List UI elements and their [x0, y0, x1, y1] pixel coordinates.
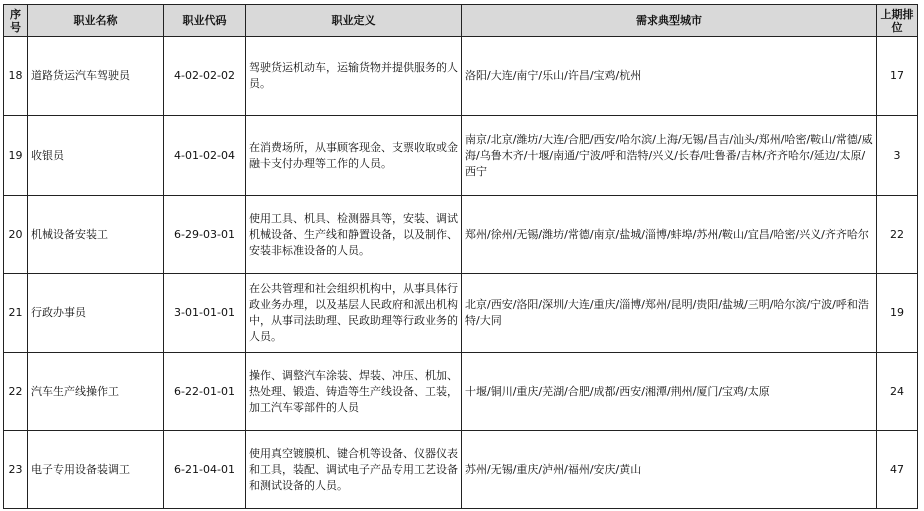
- header-no: 序号: [4, 5, 28, 37]
- table-header-row: [4, 5, 918, 37]
- row-number: 23: [4, 431, 28, 509]
- row-number: 22: [4, 353, 28, 431]
- previous-rank: 22: [877, 196, 918, 274]
- occupation-name: 道路货运汽车驾驶员: [28, 37, 164, 116]
- occupation-code: 6-22-01-01: [164, 353, 246, 431]
- occupation-name: 电子专用设备装调工: [28, 431, 164, 509]
- occupation-code: 6-21-04-01: [164, 431, 246, 509]
- occupation-name: 机械设备安装工: [28, 196, 164, 274]
- demand-cities: 洛阳/大连/南宁/乐山/许昌/宝鸡/杭州: [462, 37, 877, 116]
- occupation-definition: 在消费场所，从事顾客现金、支票收取或金融卡支付办理等工作的人员。: [246, 116, 462, 196]
- occupation-table: [3, 4, 918, 509]
- occupation-definition: 操作、调整汽车涂装、焊装、冲压、机加、热处理、锻造、铸造等生产线设备、工装，加工汽车零部件的人员: [246, 353, 462, 431]
- occupation-name: 汽车生产线操作工: [28, 353, 164, 431]
- previous-rank: 47: [877, 431, 918, 509]
- demand-cities: 郑州/徐州/无锡/潍坊/常德/南京/盐城/淄博/蚌埠/苏州/鞍山/宜昌/哈密/兴义/齐齐哈尔: [462, 196, 877, 274]
- occupation-code: 3-01-01-01: [164, 274, 246, 353]
- occupation-definition: 在公共管理和社会组织机构中，从事具体行政业务办理，以及基层人民政府和派出机构中，从事司法助理、民政助理等行政业务的人员。: [246, 274, 462, 353]
- occupation-name: 收银员: [28, 116, 164, 196]
- demand-cities: 苏州/无锡/重庆/泸州/福州/安庆/黄山: [462, 431, 877, 509]
- demand-cities: 北京/西安/洛阳/深圳/大连/重庆/淄博/郑州/昆明/贵阳/盐城/三明/哈尔滨/宁波/呼和浩特/大同: [462, 274, 877, 353]
- table-row: [4, 37, 918, 116]
- table-row: [4, 274, 918, 353]
- row-number: 20: [4, 196, 28, 274]
- table-row: [4, 196, 918, 274]
- row-number: 19: [4, 116, 28, 196]
- header-definition: 职业定义: [246, 5, 462, 37]
- header-cities: 需求典型城市: [462, 5, 877, 37]
- occupation-name: 行政办事员: [28, 274, 164, 353]
- table-row: [4, 116, 918, 196]
- occupation-definition: 驾驶货运机动车，运输货物并提供服务的人员。: [246, 37, 462, 116]
- previous-rank: 24: [877, 353, 918, 431]
- previous-rank: 19: [877, 274, 918, 353]
- row-number: 18: [4, 37, 28, 116]
- occupation-definition: 使用工具、机具、检测器具等，安装、调试机械设备、生产线和静置设备，以及制作、安装非标准设备的人员。: [246, 196, 462, 274]
- previous-rank: 3: [877, 116, 918, 196]
- occupation-code: 4-02-02-02: [164, 37, 246, 116]
- header-rank: 上期排位: [877, 5, 918, 37]
- header-code: 职业代码: [164, 5, 246, 37]
- header-name: 职业名称: [28, 5, 164, 37]
- occupation-definition: 使用真空镀膜机、键合机等设备、仪器仪表和工具，装配、调试电子产品专用工艺设备和测试设备的人员。: [246, 431, 462, 509]
- occupation-code: 6-29-03-01: [164, 196, 246, 274]
- table-row: [4, 353, 918, 431]
- previous-rank: 17: [877, 37, 918, 116]
- demand-cities: 南京/北京/潍坊/大连/合肥/西安/哈尔滨/上海/无锡/昌吉/汕头/郑州/哈密/鞍山/常德/威海/乌鲁木齐/十堰/南通/宁波/呼和浩特/兴义/长春/吐鲁番/吉林/齐齐哈尔/延边/太原/西宁: [462, 116, 877, 196]
- row-number: 21: [4, 274, 28, 353]
- demand-cities: 十堰/铜川/重庆/芜湖/合肥/成都/西安/湘潭/荆州/厦门/宝鸡/太原: [462, 353, 877, 431]
- table-row: [4, 431, 918, 509]
- occupation-code: 4-01-02-04: [164, 116, 246, 196]
